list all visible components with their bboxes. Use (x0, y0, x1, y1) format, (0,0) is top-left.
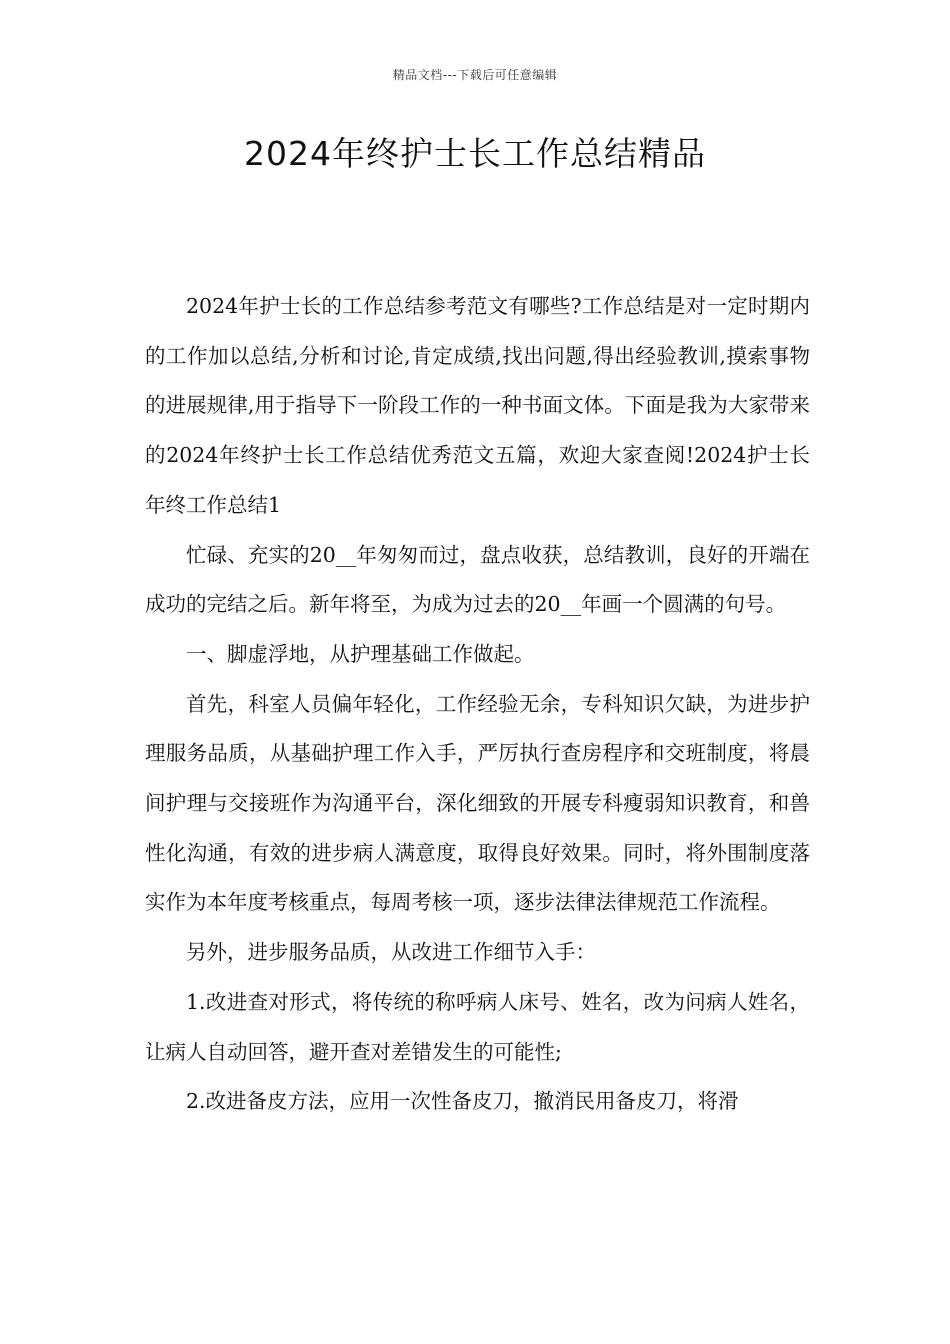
paragraph-opening: 忙碌、充实的20__年匆匆而过，盘点收获，总结教训，良好的开端在成功的完结之后。新年将至，为成为过去的20__年画一个圆满的句号。 (145, 542, 810, 617)
document-body (145, 282, 810, 1127)
header-note: 精品文档---下载后可任意编辑 (392, 68, 558, 82)
document-title: 2024年终护士长工作总结精品 (244, 134, 706, 173)
paragraph-intro: 2024年护士长的工作总结参考范文有哪些?工作总结是对一定时期内的工作加以总结,分析和讨论,肯定成绩,找出问题,得出经验教训,摸索事物的进展规律,用于指导下一阶段工作的一种书面文体。下面是我为大家带来的2024年终护士长工作总结优秀范文五篇，欢迎大家查阅!2024护士长年终工作总结1 (145, 294, 810, 517)
list-item-2: 2.改进备皮方法，应用一次性备皮刀，撤消民用备皮刀，将滑 (186, 1089, 739, 1114)
list-item-1: 1.改进查对形式，将传统的称呼病人床号、姓名，改为问病人姓名，让病人自动回答，避开查对差错发生的可能性; (145, 989, 810, 1064)
paragraph-moreover: 另外，进步服务品质，从改进工作细节入手： (186, 940, 596, 965)
section-heading-1: 一、脚虚浮地，从护理基础工作做起。 (186, 641, 535, 666)
paragraph-first: 首先，科室人员偏年轻化，工作经验无余，专科知识欠缺，为进步护理服务品质，从基础护理工作入手，严厉执行查房程序和交班制度，将晨间护理与交接班作为沟通平台，深化细致的开展专科瘦弱知识教育，和兽性化沟通，有效的进步病人满意度，取得良好效果。同时，将外围制度落实作为本年度考核重点，每周考核一项，逐步法律法律规范工作流程。 (145, 691, 810, 915)
